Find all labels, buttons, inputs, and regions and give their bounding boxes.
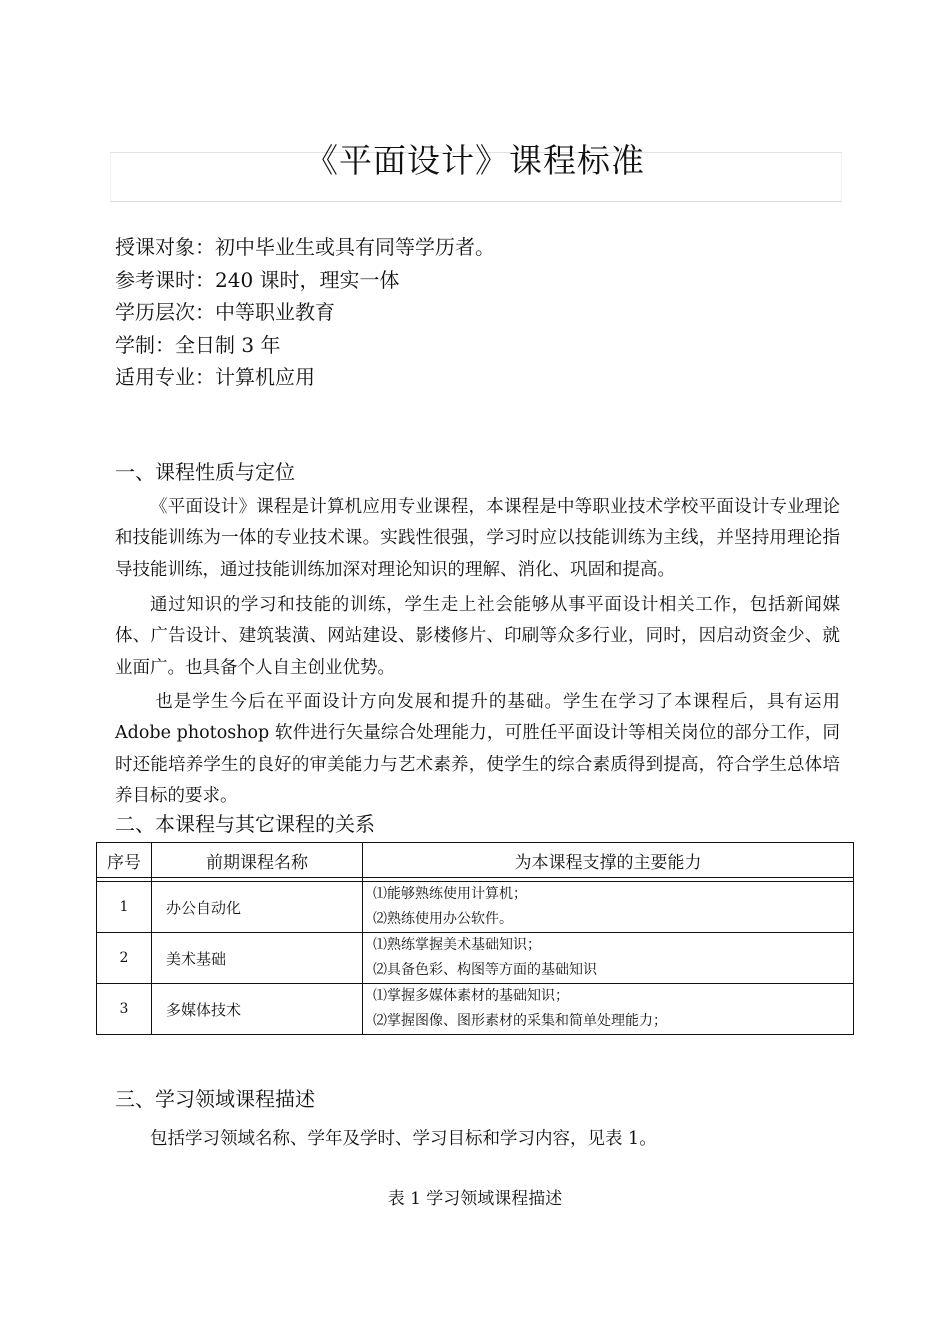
section1-heading: 一、课程性质与定位 [115, 460, 295, 484]
section3-intro: 包括学习领域名称、学年及学时、学习目标和学习内容，见表 1。 [150, 1129, 657, 1149]
ability-item: ⑵熟练使用办公软件。 [373, 911, 513, 927]
table-row [97, 933, 854, 984]
table-row [97, 882, 854, 933]
row-course-name: 多媒体技术 [152, 984, 363, 1035]
header-course-name: 前期课程名称 [152, 843, 363, 878]
header-abilities: 为本课程支撑的主要能力 [363, 843, 854, 878]
row-course-name: 办公自动化 [152, 882, 363, 933]
ability-item: ⑴能够熟练使用计算机； [373, 886, 527, 902]
info-major: 适用专业：计算机应用 [115, 365, 315, 389]
row-no: 2 [97, 933, 152, 984]
section1-paragraph-2: 通过知识的学习和技能的训练，学生走上社会能够从事平面设计相关工作，包括新闻媒体、广告设计、建筑装潢、网站建设、影楼修片、印刷等众多行业，同时，因启动资金少、就业面广。也具备个人自主创业优势。 [115, 595, 840, 678]
row-no: 1 [97, 882, 152, 933]
table-caption: 表 1 学习领域课程描述 [387, 1189, 563, 1209]
info-level: 学历层次：中等职业教育 [115, 300, 335, 324]
info-duration: 学制：全日制 3 年 [115, 332, 281, 357]
row-course-name: 美术基础 [152, 933, 363, 984]
section2-heading: 二、本课程与其它课程的关系 [115, 812, 375, 836]
course-relation-table [96, 842, 854, 1035]
row-abilities [363, 882, 854, 933]
page-title: 《平面设计》课程标准 [305, 141, 645, 180]
ability-item: ⑵具备色彩、构图等方面的基础知识 [373, 962, 597, 978]
table-header-row [97, 843, 854, 878]
section1-paragraph-1: 《平面设计》课程是计算机应用专业课程，本课程是中等职业技术学校平面设计专业理论和技能训练为一体的专业技术课。实践性很强，学习时应以技能训练为主线，并坚持用理论指导技能训练，通过技能训练加深对理论知识的理解、消化、巩固和提高。 [115, 497, 840, 580]
row-abilities [363, 933, 854, 984]
course-info [115, 231, 495, 394]
section3-heading: 三、学习领域课程描述 [115, 1087, 315, 1111]
ability-item: ⑴掌握多媒体素材的基础知识； [373, 988, 569, 1004]
ability-item: ⑵掌握图像、图形素材的采集和简单处理能力； [373, 1013, 667, 1029]
row-abilities [363, 984, 854, 1035]
table-row [97, 984, 854, 1035]
row-no: 3 [97, 984, 152, 1035]
info-hours: 参考课时：240 课时，理实一体 [115, 267, 400, 292]
section1-paragraph-3: 也是学生今后在平面设计方向发展和提升的基础。学生在学习了本课程后，具有运用 Adobe photoshop 软件进行矢量综合处理能力，可胜任平面设计等相关岗位的部分工作，同时还能培养学生的良好的审美能力与艺术素养，使学生的综合素质得到提高，符合学生总体培养目标的要求。 [115, 692, 840, 806]
info-audience: 授课对象：初中毕业生或具有同等学历者。 [115, 235, 495, 259]
ability-item: ⑴熟练掌握美术基础知识； [373, 937, 541, 953]
header-no: 序号 [97, 843, 152, 878]
